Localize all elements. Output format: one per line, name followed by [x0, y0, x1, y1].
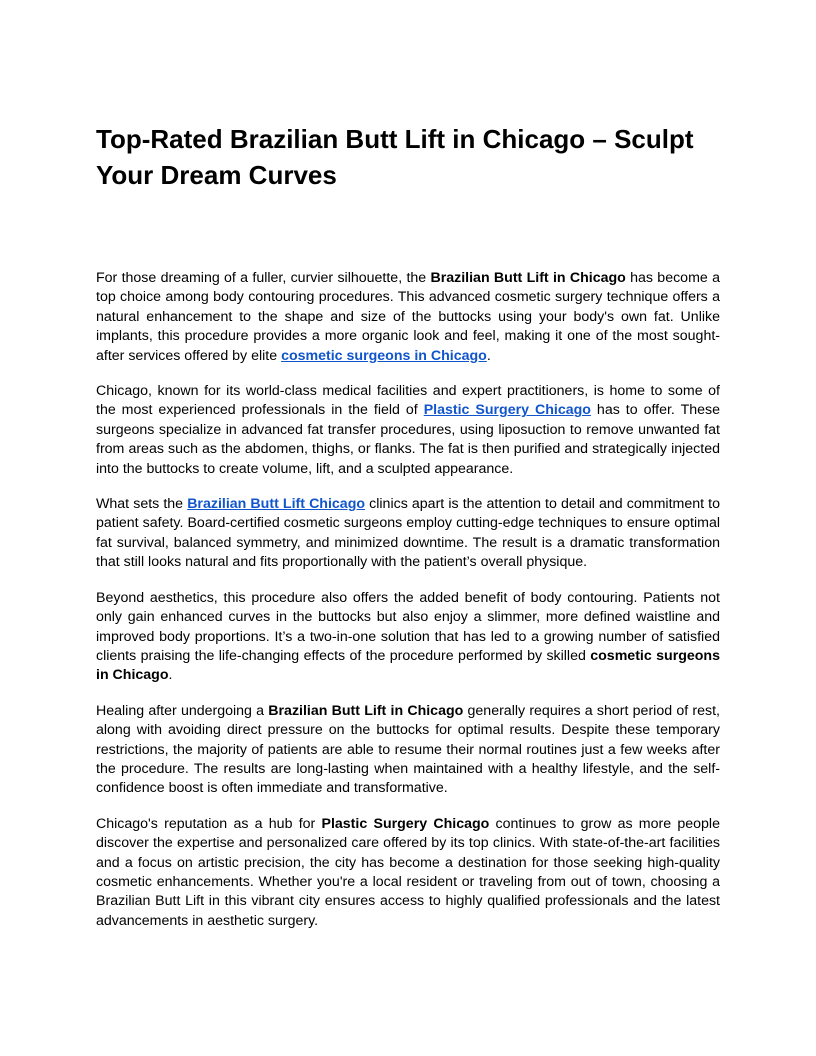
paragraph-text: What sets the [96, 496, 188, 513]
paragraph-text: has become a top choice among body contouring procedures. This advanced cosmetic surgery technique offers a natural enhancement to the shape and size of the buttocks using your body's own fat. Unlike implants, this procedure provides a more organic look and feel, making it one of the most sought-after services offered by elite [96, 270, 720, 364]
paragraph-3 [96, 495, 720, 573]
link-cosmetic-surgeons-chicago[interactable]: cosmetic surgeons in Chicago [281, 347, 487, 364]
paragraph-text: . [486, 347, 491, 364]
paragraph-text: generally requires a short period of rest, along with avoiding direct pressure on the buttocks for optimal results. Despite these temporary restrictions, the majority of patients are able to resume their normal routines just a few weeks after the procedure. The results are long-lasting when maintained with a healthy lifestyle, and the self-confidence boost is often immediate and transformative. [96, 702, 720, 797]
paragraph-2 [96, 382, 720, 479]
paragraph-text: . [168, 667, 173, 684]
bold-keyword: Brazilian Butt Lift in Chicago [268, 702, 464, 719]
bold-keyword: Brazilian Butt Lift in Chicago [430, 270, 626, 286]
paragraph-text: has to offer. These surgeons specialize in advanced fat transfer procedures, using liposuction to remove unwanted fat from areas such as the abdomen, thighs, or flanks. The fat is then purified and strategically injected into the buttocks to create volume, lift, and a sculpted appearance. [96, 402, 720, 477]
bold-keyword: cosmetic surgeons in Chicago [96, 647, 720, 684]
paragraph-text: Healing after undergoing a [96, 702, 269, 719]
paragraph-text: Chicago's reputation as a hub for [96, 815, 322, 832]
paragraph-5 [96, 702, 720, 799]
bold-keyword: Plastic Surgery Chicago [321, 815, 490, 832]
paragraph-1 [96, 269, 720, 366]
paragraph-text: Beyond aesthetics, this procedure also offers the added benefit of body contouring. Patients not only gain enhanced curves in the buttocks but also enjoy a slimmer, more defined waistline and improved body proportions. It’s a two-in-one solution that has led to a growing number of satisfied clients praising the life-changing effects of the procedure performed by skilled [96, 589, 720, 664]
paragraph-4 [96, 589, 720, 686]
page-title: Top-Rated Brazilian Butt Lift in Chicago – Sculpt Your Dream Curves [96, 124, 694, 190]
document-page [96, 121, 720, 947]
document-body [96, 269, 720, 931]
paragraph-text: clinics apart is the attention to detail and commitment to patient safety. Board-certified cosmetic surgeons employ cutting-edge techniques to ensure optimal fat survival, balanced symmetry, and minimized downtime. The result is a dramatic transformation that still looks natural and fits proportionally with the patient’s overall physique. [96, 496, 721, 571]
link-plastic-surgery-chicago[interactable]: Plastic Surgery Chicago [423, 402, 591, 419]
link-brazilian-butt-lift-chicago[interactable]: Brazilian Butt Lift Chicago [187, 496, 366, 513]
paragraph-text: continues to grow as more people discover the expertise and personalized care offered by its top clinics. With state-of-the-art facilities and a focus on artistic precision, the city has become a destination for those seeking high-quality cosmetic enhancements. Whether you're a local resident or traveling from out of town, choosing a Brazilian Butt Lift in this vibrant city ensures access to highly qualified professionals and the latest advancements in aesthetic surgery. [96, 815, 720, 929]
paragraph-text: For those dreaming of a fuller, curvier silhouette, the [96, 270, 431, 286]
paragraph-6 [96, 815, 720, 931]
paragraph-text: Chicago, known for its world-class medical facilities and expert practitioners, is home to some of the most experienced professionals in the field of [96, 383, 720, 419]
